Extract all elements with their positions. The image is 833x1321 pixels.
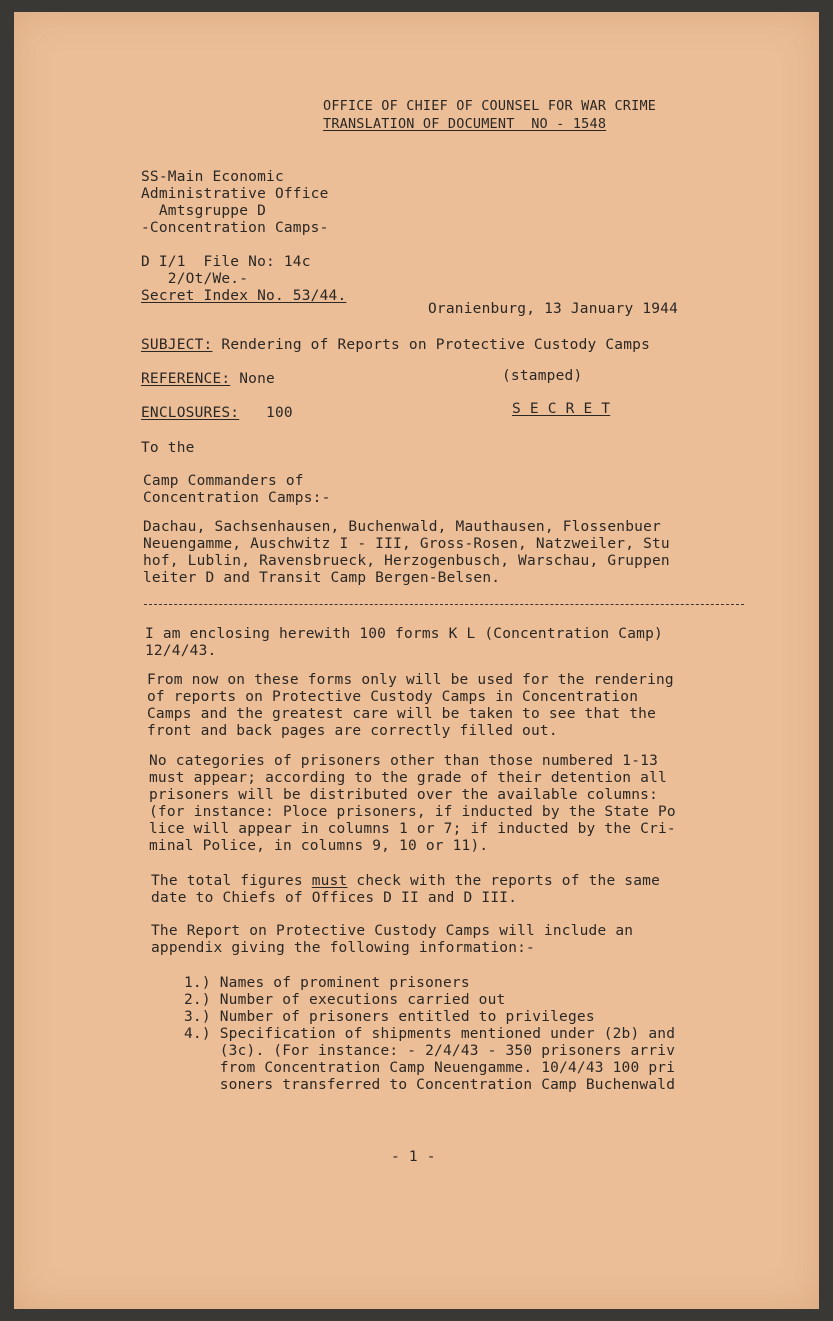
list-item: 2.) Number of executions carried out <box>184 992 506 1008</box>
recipient-line: Camp Commanders of <box>143 473 304 489</box>
stamp-note: (stamped) <box>502 368 583 384</box>
page-number: - 1 - <box>391 1149 436 1165</box>
body-p4-line: date to Chiefs of Offices D II and D III. <box>151 890 518 906</box>
camps-line: hof, Lublin, Ravensbrueck, Herzogenbusch, Warschau, Gruppen <box>143 553 670 569</box>
body-p4-line <box>151 873 660 890</box>
body-p3-line: prisoners will be distributed over the available columns: <box>149 787 658 803</box>
recipient-line: Concentration Camps:- <box>143 490 331 506</box>
sender-org-line: SS-Main Economic <box>141 169 284 185</box>
secret-mark: S E C R E T <box>512 401 611 417</box>
body-p4-emphasis: must <box>311 873 348 889</box>
list-item: 4.) Specification of shipments mentioned under (2b) and <box>184 1026 676 1042</box>
body-p4-text-a: The total figures <box>151 873 312 889</box>
body-p3-line: minal Police, in columns 9, 10 or 11). <box>149 838 489 854</box>
list-item: (3c). (For instance: - 2/4/43 - 350 prisoners arriv <box>184 1043 676 1059</box>
body-p2-line: Camps and the greatest care will be taken to see that the <box>147 706 656 722</box>
reference-text: None <box>230 371 275 387</box>
document-page <box>14 12 819 1309</box>
subject-text: Rendering of Reports on Protective Custody Camps <box>212 337 651 353</box>
list-item: soners transferred to Concentration Camp Buchenwald <box>184 1077 676 1093</box>
header-title: OFFICE OF CHIEF OF COUNSEL FOR WAR CRIME <box>323 98 657 114</box>
place-date: Oranienburg, 13 January 1944 <box>428 301 679 317</box>
enclosures-label: ENCLOSURES: <box>141 405 240 421</box>
body-p1-line: 12/4/43. <box>145 643 217 659</box>
file-reference: 2/Ot/We.- <box>141 271 249 287</box>
camps-line: Dachau, Sachsenhausen, Buchenwald, Mauthausen, Flossenbuer <box>143 519 661 535</box>
secret-index: Secret Index No. 53/44. <box>141 288 347 304</box>
subject-line <box>141 337 650 354</box>
to-line: To the <box>141 440 195 456</box>
enclosures-text: 100 <box>239 405 293 421</box>
camps-line: leiter D and Transit Camp Bergen-Belsen. <box>143 570 501 586</box>
file-number: D I/1 File No: 14c <box>141 254 311 270</box>
enclosures-line <box>141 405 293 422</box>
sender-org-line: -Concentration Camps- <box>141 220 329 236</box>
body-p2-line: From now on these forms only will be used for the rendering <box>147 672 674 688</box>
body-p2-line: of reports on Protective Custody Camps in Concentration <box>147 689 639 705</box>
camps-line: Neuengamme, Auschwitz I - III, Gross-Rosen, Natzweiler, Stu <box>143 536 670 552</box>
list-item: from Concentration Camp Neuengamme. 10/4/43 100 pri <box>184 1060 676 1076</box>
list-item: 1.) Names of prominent prisoners <box>184 975 470 991</box>
reference-line <box>141 371 275 388</box>
sender-org-line: Amtsgruppe D <box>141 203 267 219</box>
body-p5-line: appendix giving the following information:- <box>151 940 535 956</box>
body-p3-line: must appear; according to the grade of their detention all <box>149 770 667 786</box>
body-p2-line: front and back pages are correctly filled out. <box>147 723 558 739</box>
body-p3-line: lice will appear in columns 1 or 7; if inducted by the Cri- <box>149 821 676 837</box>
reference-label: REFERENCE: <box>141 371 231 387</box>
sender-org-line: Administrative Office <box>141 186 329 202</box>
subject-label: SUBJECT: <box>141 337 213 353</box>
list-item: 3.) Number of prisoners entitled to privileges <box>184 1009 595 1025</box>
body-p4-text-c: check with the reports of the same <box>347 873 661 889</box>
body-p3-line: No categories of prisoners other than those numbered 1-13 <box>149 753 658 769</box>
body-p1-line: I am enclosing herewith 100 forms K L (Concentration Camp) <box>145 626 663 642</box>
separator-line <box>144 604 744 605</box>
translation-line: TRANSLATION OF DOCUMENT NO - 1548 <box>323 116 607 132</box>
body-p5-line: The Report on Protective Custody Camps will include an <box>151 923 634 939</box>
body-p3-line: (for instance: Ploce prisoners, if inducted by the State Po <box>149 804 676 820</box>
